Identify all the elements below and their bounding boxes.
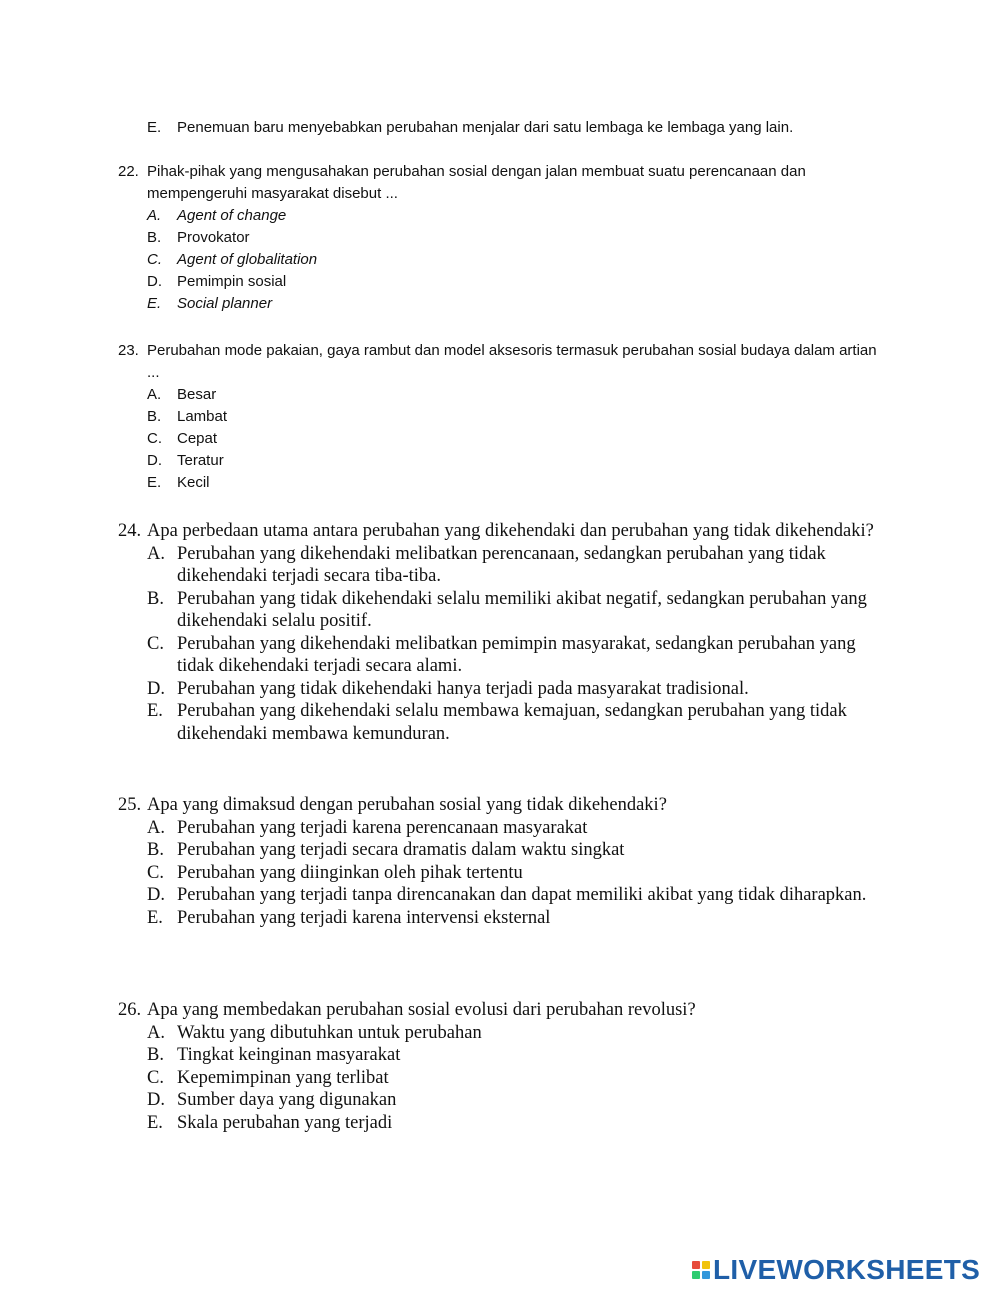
option-text: Kecil [177, 474, 210, 491]
option-24-c [147, 633, 878, 678]
question-text: Perubahan mode pakaian, gaya rambut dan model aksesoris termasuk perubahan sosial budaya dalam artian ... [147, 342, 877, 381]
option-23-d [147, 450, 878, 472]
option-letter: A. [147, 386, 162, 403]
option-letter: C. [147, 633, 164, 654]
option-24-d [147, 678, 878, 701]
option-letter: C. [147, 1067, 164, 1088]
option-letter: B. [147, 1045, 164, 1065]
option-letter: D. [147, 885, 165, 905]
liveworksheets-logo [692, 1255, 980, 1285]
option-letter: B. [147, 588, 164, 609]
option-25-a [147, 817, 878, 840]
option-23-e [147, 472, 878, 494]
question-text: Apa yang dimaksud dengan perubahan sosial yang tidak dikehendaki? [147, 795, 667, 815]
option-letter: C. [147, 251, 162, 268]
option-letter: C. [147, 430, 162, 447]
question-25 [118, 794, 878, 929]
option-text: Perubahan yang dikehendaki melibatkan pemimpin masyarakat, sedangkan perubahan yang tidak dikehendaki terjadi secara alami. [177, 633, 856, 676]
logo-square-1 [692, 1261, 700, 1269]
option-text: Penemuan baru menyebabkan perubahan menjalar dari satu lembaga ke lembaga yang lain. [177, 119, 794, 136]
option-text: Provokator [177, 229, 250, 246]
option-26-a [147, 1022, 878, 1045]
option-letter: A. [147, 207, 162, 224]
question-number: 25. [118, 795, 142, 815]
question-22 [118, 161, 878, 315]
option-23-c [147, 428, 878, 450]
option-letter: E. [147, 474, 162, 491]
option-text: Pemimpin sosial [177, 273, 287, 290]
option-letter: D. [147, 273, 162, 290]
option-text: Perubahan yang tidak dikehendaki hanya terjadi pada masyarakat tradisional. [177, 678, 749, 699]
option-letter: E. [147, 907, 163, 928]
option-letter: A. [147, 1022, 165, 1043]
question-21-tail [118, 117, 878, 139]
question-number: 24. [118, 521, 142, 541]
option-letter: B. [147, 408, 162, 425]
option-21-e [147, 117, 878, 139]
option-text: Perubahan yang dikehendaki selalu membawa kemajuan, sedangkan perubahan yang tidak dikehendaki membawa kemunduran. [177, 701, 847, 744]
option-letter: B. [147, 229, 162, 246]
option-24-b [147, 588, 878, 633]
option-text: Tingkat keinginan masyarakat [177, 1045, 401, 1065]
option-text: Cepat [177, 430, 218, 447]
option-letter: D. [147, 1090, 165, 1110]
option-text: Perubahan yang dikehendaki melibatkan perencanaan, sedangkan perubahan yang tidak dikehendaki terjadi secara tiba-tiba. [177, 543, 826, 586]
logo-square-2 [702, 1261, 710, 1269]
question-26 [118, 999, 878, 1134]
option-text: Sumber daya yang digunakan [177, 1090, 397, 1110]
option-letter: E. [147, 1112, 163, 1133]
option-letter: C. [147, 862, 164, 883]
option-text: Skala perubahan yang terjadi [177, 1112, 393, 1133]
option-23-a [147, 384, 878, 406]
option-22-e [147, 293, 878, 315]
option-text: Perubahan yang diinginkan oleh pihak tertentu [177, 862, 523, 883]
option-text: Kepemimpinan yang terlibat [177, 1067, 389, 1088]
option-26-e [147, 1112, 878, 1135]
option-letter: D. [147, 678, 165, 699]
option-text: Social planner [177, 295, 273, 312]
option-letter: E. [147, 701, 163, 721]
logo-grid-icon [692, 1261, 710, 1279]
logo-square-4 [702, 1271, 710, 1279]
logo-square-3 [692, 1271, 700, 1279]
option-25-e [147, 907, 878, 930]
option-text: Besar [177, 386, 217, 403]
option-23-b [147, 406, 878, 428]
option-text: Perubahan yang terjadi karena perencanaan masyarakat [177, 817, 588, 838]
option-letter: A. [147, 817, 165, 838]
option-text: Perubahan yang terjadi secara dramatis dalam waktu singkat [177, 840, 625, 860]
option-25-b [147, 839, 878, 862]
option-text: Perubahan yang terjadi karena intervensi eksternal [177, 907, 551, 928]
option-letter: A. [147, 543, 165, 564]
option-text: Agent of change [177, 207, 287, 224]
option-letter: E. [147, 119, 162, 136]
logo-text: LIVEWORKSHEETS [713, 1254, 981, 1285]
option-25-c [147, 862, 878, 885]
option-24-a [147, 543, 878, 588]
option-text: Perubahan yang tidak dikehendaki selalu memiliki akibat negatif, sedangkan perubahan yang dikehendaki selalu positif. [177, 588, 867, 631]
option-text: Perubahan yang terjadi tanpa direncanakan dan dapat memiliki akibat yang tidak diharapkan. [177, 885, 867, 905]
question-text: Pihak-pihak yang mengusahakan perubahan sosial dengan jalan membuat suatu perencanaan dan mempengeruhi masyarakat disebut ... [147, 163, 806, 202]
question-text: Apa yang membedakan perubahan sosial evolusi dari perubahan revolusi? [147, 1000, 696, 1020]
option-25-d [147, 884, 878, 907]
option-22-c [147, 249, 878, 271]
question-number: 23. [118, 342, 139, 359]
option-text: Agent of globalitation [177, 251, 318, 268]
option-letter: B. [147, 840, 164, 860]
option-text: Waktu yang dibutuhkan untuk perubahan [177, 1022, 482, 1043]
question-24 [118, 520, 878, 745]
question-number: 22. [118, 163, 139, 180]
option-26-b [147, 1044, 878, 1067]
option-26-d [147, 1089, 878, 1112]
option-22-b [147, 227, 878, 249]
option-26-c [147, 1067, 878, 1090]
option-letter: D. [147, 452, 162, 469]
option-text: Lambat [177, 408, 228, 425]
option-22-d [147, 271, 878, 293]
option-text: Teratur [177, 452, 224, 469]
option-letter: E. [147, 295, 162, 312]
question-text: Apa perbedaan utama antara perubahan yang dikehendaki dan perubahan yang tidak dikehendaki? [147, 521, 874, 541]
option-24-e [147, 700, 878, 745]
question-23 [118, 340, 878, 494]
option-22-a [147, 205, 878, 227]
question-number: 26. [118, 1000, 142, 1020]
